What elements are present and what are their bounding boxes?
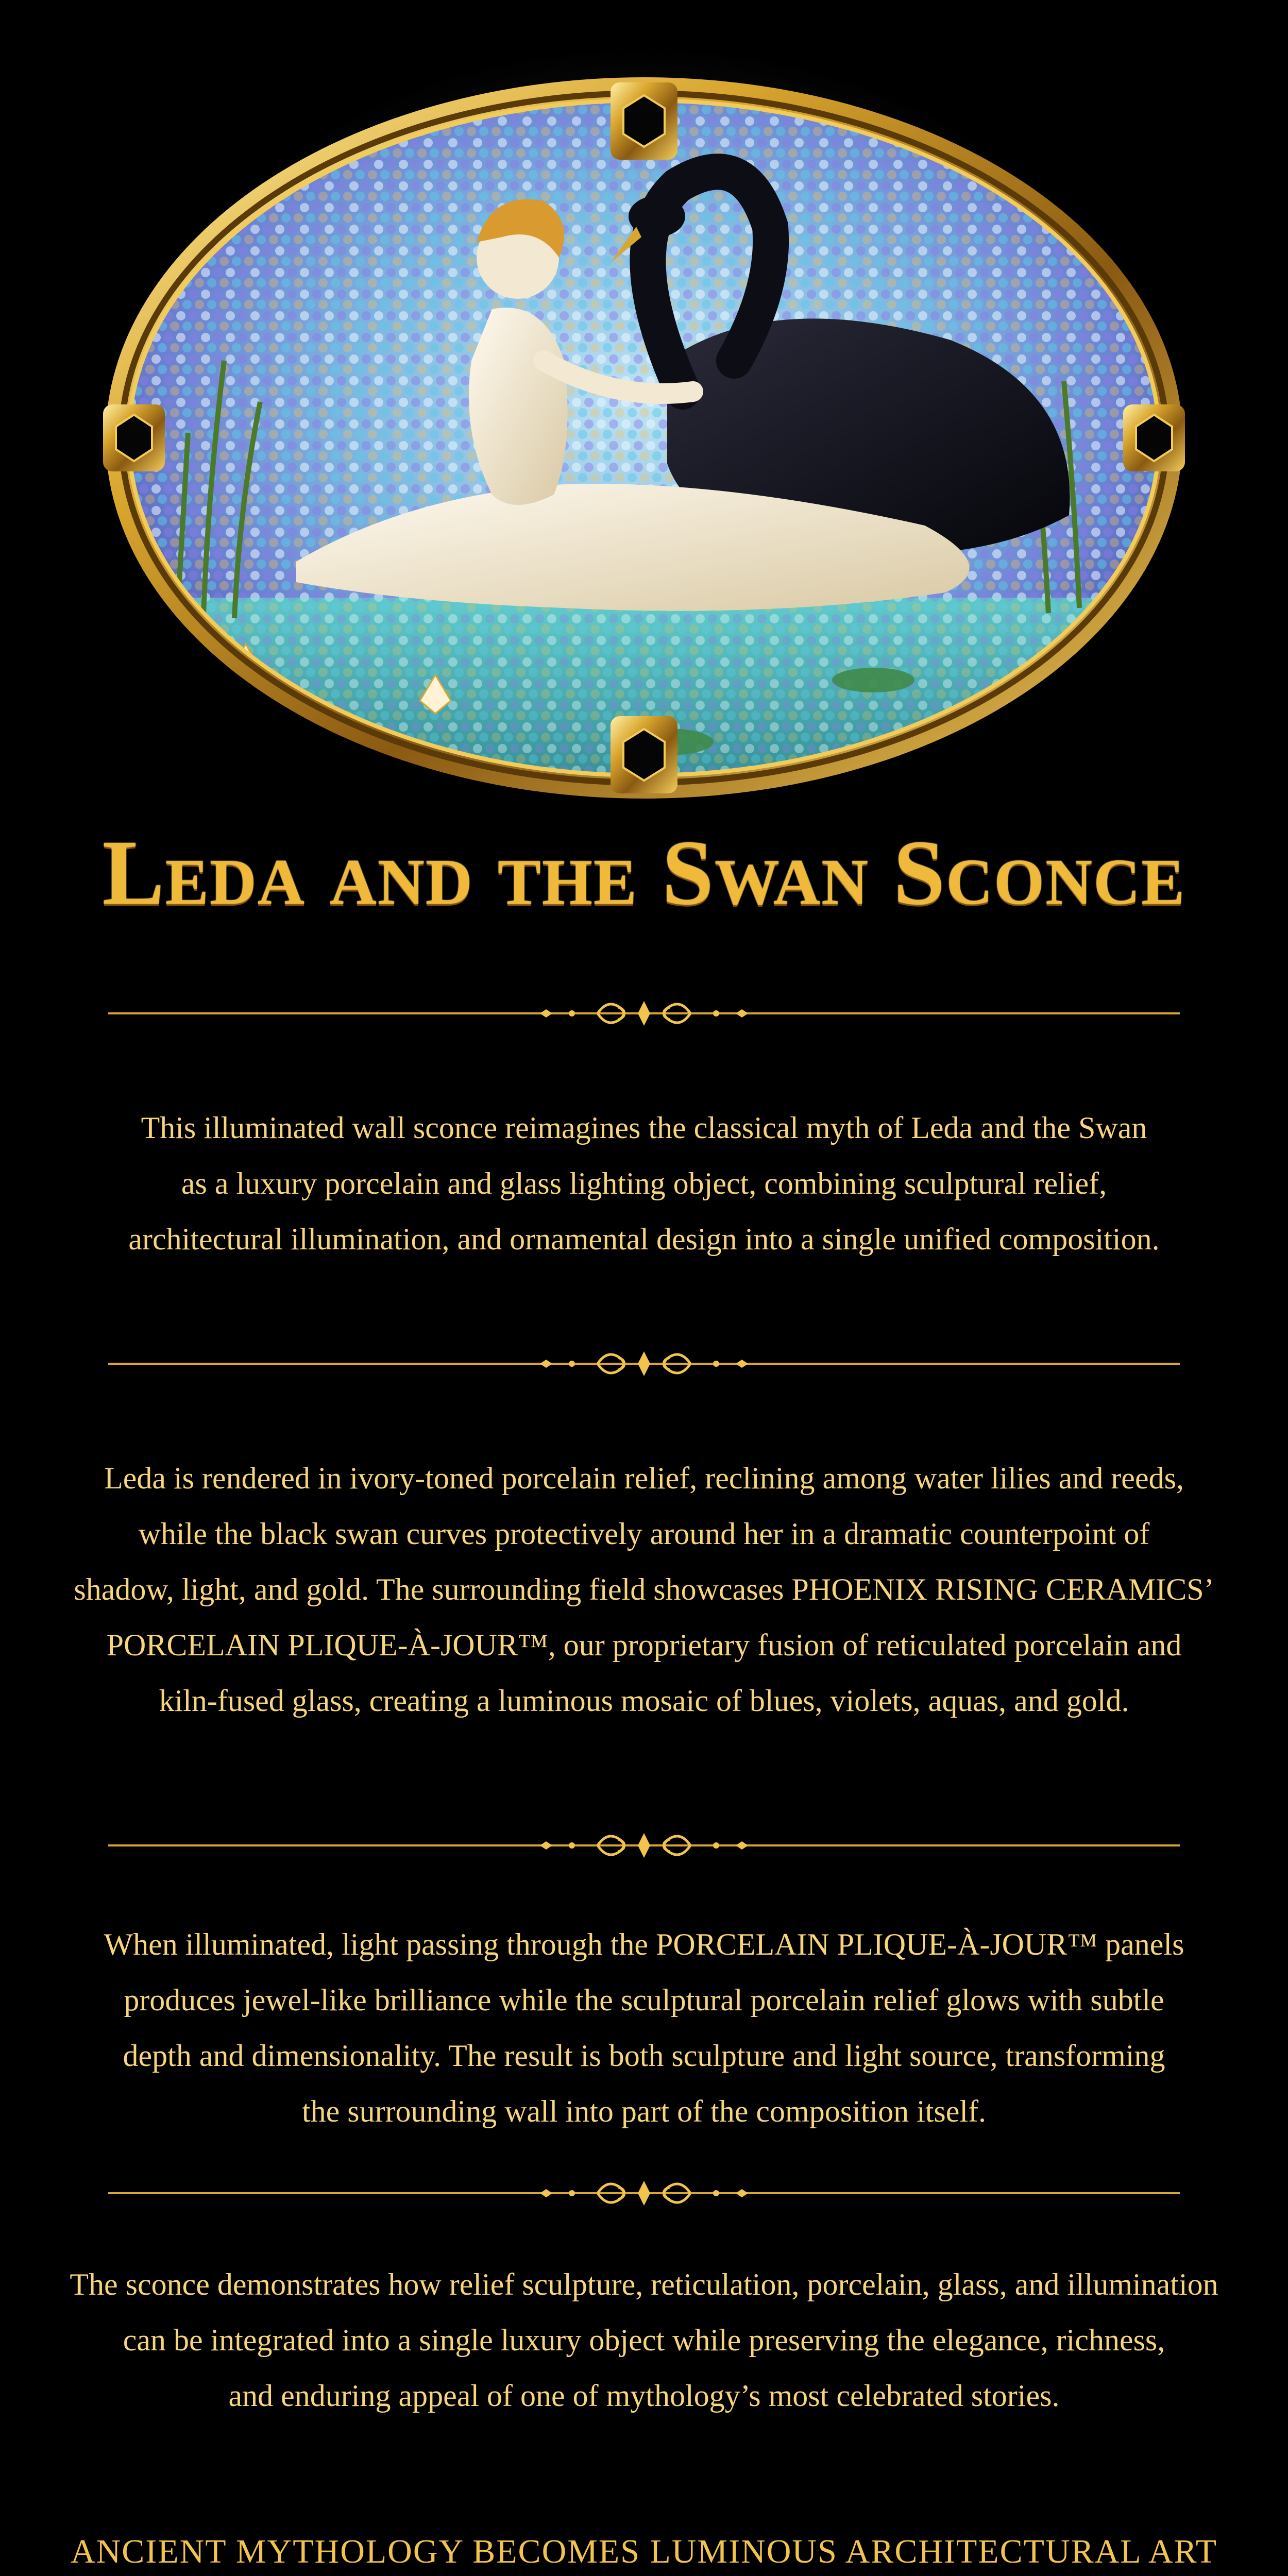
ornamental-divider [108,2172,1180,2213]
scroll-ornament-icon [108,2172,1180,2213]
ornamental-divider [108,1342,1180,1383]
paragraph-line: When illuminated, light passing through the PORCELAIN PLIQUE-À-JOUR™ panels [104,1927,1184,1961]
scroll-ornament-icon [108,1824,1180,1865]
jewel-bottom-icon [611,716,677,793]
paragraph-line: This illuminated wall sconce reimagines the classical myth of Leda and the Swan [141,1111,1147,1145]
paragraph-line: the surrounding wall into part of the composition itself. [301,2094,987,2128]
paragraph-line: can be integrated into a single luxury object while preserving the elegance, richness, [123,2323,1165,2357]
scroll-ornament-icon [108,1342,1180,1383]
paragraph-line: The sconce demonstrates how relief sculpture, reticulation, porcelain, glass, and illumination [70,2267,1218,2301]
leda-swan-relief-image [100,72,1188,804]
paragraph-line: while the black swan curves protectively around her in a dramatic counterpoint of [138,1517,1150,1551]
leda-paragraph [62,1450,1226,1728]
paragraph-line: PORCELAIN PLIQUE-À-JOUR™, our proprietary fusion of reticulated porcelain and [106,1628,1182,1662]
jewel-top-icon [611,82,677,160]
tagline: ANCIENT MYTHOLOGY BECOMES LUMINOUS ARCHITECTURAL ART [70,2533,1218,2570]
ornamental-divider [108,1824,1180,1865]
conclusion-paragraph [62,2257,1226,2424]
illumination-paragraph [62,1917,1226,2139]
scroll-ornament-icon [108,992,1180,1033]
paragraph-line: kiln-fused glass, creating a luminous mosaic of blues, violets, aquas, and gold. [159,1684,1129,1718]
ornamental-divider [108,992,1180,1033]
paragraph-line: architectural illumination, and ornamental design into a single unified composition. [128,1222,1160,1256]
paragraph-line: as a luxury porcelain and glass lighting object, combining sculptural relief, [181,1166,1107,1200]
intro-paragraph [62,1100,1226,1267]
paragraph-line: and enduring appeal of one of mythology’s most celebrated stories. [228,2379,1060,2413]
sconce-image [100,72,1188,804]
paragraph-line: shadow, light, and gold. The surrounding field showcases PHOENIX RISING CERAMICS’ [74,1572,1214,1606]
paragraph-line: depth and dimensionality. The result is both sculpture and light source, transforming [123,2039,1165,2073]
paragraph-line: Leda is rendered in ivory-toned porcelain relief, reclining among water lilies and reeds, [104,1461,1184,1495]
jewel-left-icon [103,404,165,471]
paragraph-line: produces jewel-like brilliance while the sculptural porcelain relief glows with subtle [124,1983,1164,2017]
jewel-right-icon [1123,404,1185,471]
page-title: Leda and the Swan Sconce [102,821,1186,924]
